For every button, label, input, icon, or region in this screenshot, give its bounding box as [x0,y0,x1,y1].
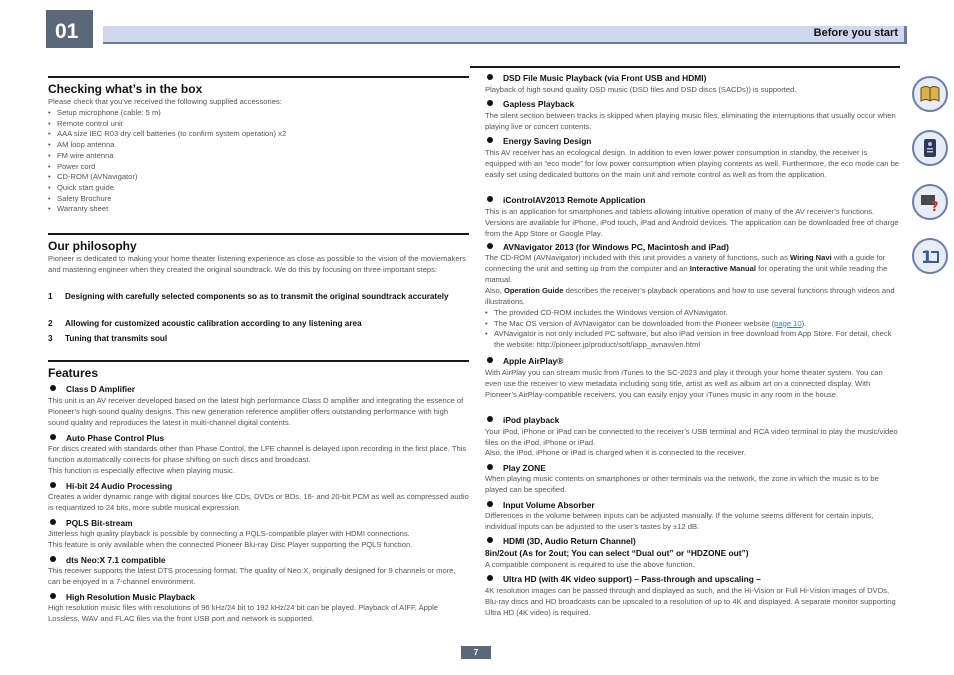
bullet-icon [487,464,493,470]
feature-title: iPod playback [485,415,559,425]
list-item: • The Mac OS version of AVNavigator can be downloaded from the Pioneer website (page 10). [485,319,900,330]
bullet-icon [50,482,56,488]
philosophy-step [48,333,469,344]
feature-subhead: 8in/2out (As for 2out; You can select “Dual out” or “HDZONE out”) [485,548,749,558]
svg-text:?: ? [931,200,939,214]
bullet-icon [50,593,56,599]
list-item: • Safety Brochure [48,194,469,205]
step-number: 3 [48,334,53,343]
svg-text:1: 1 [921,248,933,268]
feature-title: Input Volume Absorber [485,500,595,510]
bullet-icon [487,537,493,543]
feature-title: Hi-bit 24 Audio Processing [48,481,172,491]
feature-body: For discs created with standards other than Phase Control, the LFE channel is delayed upon recording in the first place. This function automatically corrects for phase shifting on such discs and broadcast. [48,444,467,464]
bullet-icon [487,501,493,507]
feature-body: When playing music contents on smartphones or other terminals via the network, the zone in which the music is to be played can be specified. [485,474,879,494]
feature-body: This unit is an AV receiver developed based on the latest high performance Class D amplifier and integrating the essence of Pioneer’s high sound quality designs. This new generation reference amplifier offers outstanding performance with high sound quality and reproduces the latest in multi-channel digital contents. [48,396,464,427]
list-item: • The provided CD-ROM includes the Windows version of AVNavigator. [485,308,900,319]
feature-title: Ultra HD (with 4K video support) – Pass-through and upscaling – [485,574,761,584]
header-title: Before you start [813,27,898,39]
column-rule [470,66,900,68]
feature-body: 4K resolution images can be passed through and displayed as such, and the Hi-Vision or Full Hi-Vision images of DVDs, Blu-ray discs and HD broadcasts can be upscaled to a resolution of up to 4K and displayed. A separate monitor supporting Ultra HD (4K video) is required. [485,586,896,617]
feature-title: Energy Saving Design [485,136,591,146]
bullet-icon [487,196,493,202]
feature-title: Play ZONE [485,463,546,473]
feature-body: Differences in the volume between inputs can be adjusted manually. If the volume seems different for certain inputs, individual inputs can be adjusted to the user’s tastes by ±12 dB. [485,511,874,531]
feature-title: AVNavigator 2013 (for Windows PC, Macintosh and iPad) [485,242,729,252]
feature-body: This function is especially effective when playing music. [48,466,235,475]
list-item: • Quick start guide [48,183,469,194]
step-text: Designing with carefully selected components so as to transmit the original soundtrack accurately [65,292,449,301]
list-item: • AAA size IEC R03 dry cell batteries (to confirm system operation) x2 [48,129,469,140]
feature-body: This is an application for smartphones and tablets allowing intuitive operation of many of the AV receiver’s functions. Versions are available for iPhone, iPod touch, iPad and Android devices. The application can be downloaded free of charge from the App Store or Google Play. [485,207,899,238]
bullet-icon [487,575,493,581]
list-item: • CD-ROM (AVNavigator) [48,172,469,183]
book-icon[interactable] [912,76,948,112]
feature-body: Also, Operation Guide describes the receiver’s playback operations and how to use several functions through videos and illustrations. [485,286,895,306]
feature-title: dts Neo:X 7.1 compatible [48,555,166,565]
page-number: 7 [461,646,491,659]
bullet-icon [50,434,56,440]
list-item: • AM loop antenna [48,140,469,151]
bullet-icon [487,137,493,143]
list-item: • FM wire antenna [48,151,469,162]
step-text: Allowing for customized acoustic calibration according to any listening area [65,319,362,328]
bullet-icon [50,556,56,562]
feature-body: The CD-ROM (AVNavigator) included with this unit provides a variety of functions, such as Wiring Navi with a guide for connecting the unit and setting up from the computer and an Interactive Manual for operating the unit while reading the manual. [485,253,888,284]
philosophy-body: Pioneer is dedicated to making your home theater listening experience as close as possible to the vision of the moviemakers and mastering engineer when they created the original soundtrack. We do this by focusing on three important steps: [48,254,466,274]
header-bar [103,26,907,44]
feature-body: A compatible component is required to use the above function. [485,560,695,569]
feature-title: High Resolution Music Playback [48,592,195,602]
feature-body: This feature is only available when the connected Pioneer Blu-ray Disc Player supporting the PQLS function. [48,540,413,549]
avnavigator-notes [485,308,900,351]
step-text: Tuning that transmits soul [65,334,168,343]
remote-control-icon[interactable] [912,130,948,166]
step-number: 2 [48,319,53,328]
feature-body: This AV receiver has an ecological design. In addition to even lower power consumption in standby, the receiver is equipped with an “eco mode” for low power consumption when playing contents as well. Furthermore, the eco mode can be easily set using dedicated buttons on the main unit and remote control as well as from the application. [485,148,900,179]
bullet-icon [487,243,493,249]
back-arrow-icon[interactable] [912,238,948,274]
section-title-features: Features [48,360,469,380]
accessory-list [48,108,469,215]
feature-body: This receiver supports the latest DTS processing format. The quality of Neo:X, originally designed for 9 channels or more, can be enjoyed in a 7-channel environment. [48,566,456,586]
bullet-icon [487,74,493,80]
bullet-icon [487,357,493,363]
philosophy-step [48,318,469,329]
feature-title: iControlAV2013 Remote Application [485,195,645,205]
feature-body: Your iPod, iPhone or iPad can be connected to the receiver’s USB terminal and RCA video terminal to play the music/video files on the iPod, iPhone or iPad. [485,427,898,447]
feature-title: DSD File Music Playback (via Front USB and HDMI) [485,73,706,83]
section-title-box: Checking what’s in the box [48,76,469,96]
feature-title: Gapless Playback [485,99,574,109]
feature-title: Apple AirPlay® [485,356,563,366]
philosophy-step [48,291,469,302]
list-item: • AVNavigator is not only included PC software, but also iPad version in free download from App Store. For detail, check the website: http://pioneer.jp/product/soft/iapp_avnavi/en.html [485,329,900,350]
chapter-number: 01 [46,10,93,48]
box-intro: Please check that you’ve received the following supplied accessories: [48,97,282,106]
section-title-philosophy: Our philosophy [48,233,469,253]
list-item: • Remote control unit [48,119,469,130]
bullet-icon [487,100,493,106]
feature-title: HDMI (3D, Audio Return Channel) [485,536,636,546]
feature-title: Auto Phase Control Plus [48,433,164,443]
feature-body: Creates a wider dynamic range with digital sources like CDs, DVDs or BDs. 16- and 20-bit PCM as well as compressed audio is requantized to 24 bits, more subtle musical expression. [48,492,469,512]
bullet-icon [487,416,493,422]
bullet-icon [50,519,56,525]
list-item: • Setup microphone (cable: 5 m) [48,108,469,119]
feature-body: Also, the iPod, iPhone or iPad is charged when it is connected to the receiver. [485,448,746,457]
feature-title: Class D Amplifier [48,384,135,394]
feature-body: Playback of high sound quality DSD music (DSD files and DSD discs (SACDs)) is supported. [485,85,797,94]
feature-body: The silent section between tracks is skipped when playing music files, eliminating the interruptions that usually occur when playing live or concert contents. [485,111,896,131]
bullet-icon [50,385,56,391]
feature-body: With AirPlay you can stream music from iTunes to the SC-2023 and play it through your home theater system. You can even use the receiver to view metadata including song title, artist as well as album art on a connected display. With Pioneer’s AirPlay-compatible receivers, you can easily enjoy your iTunes music in any room in the house. [485,368,883,399]
faq-icon[interactable] [912,184,948,220]
feature-body: High resolution music files with resolutions of 96 kHz/24 bit to 192 kHz/24 bit can be played. Playback of AIFF, Apple Lossless, WAV and FLAC files via the front USB port and network is supported. [48,603,439,623]
list-item: • Power cord [48,162,469,173]
page-link[interactable]: page 10 [774,318,802,328]
feature-body: Jitterless high quality playback is possible by connecting a PQLS-compatible player with HDMI connections. [48,529,410,538]
step-number: 1 [48,292,53,301]
feature-title: PQLS Bit-stream [48,518,133,528]
list-item: • Warranty sheet [48,204,469,215]
